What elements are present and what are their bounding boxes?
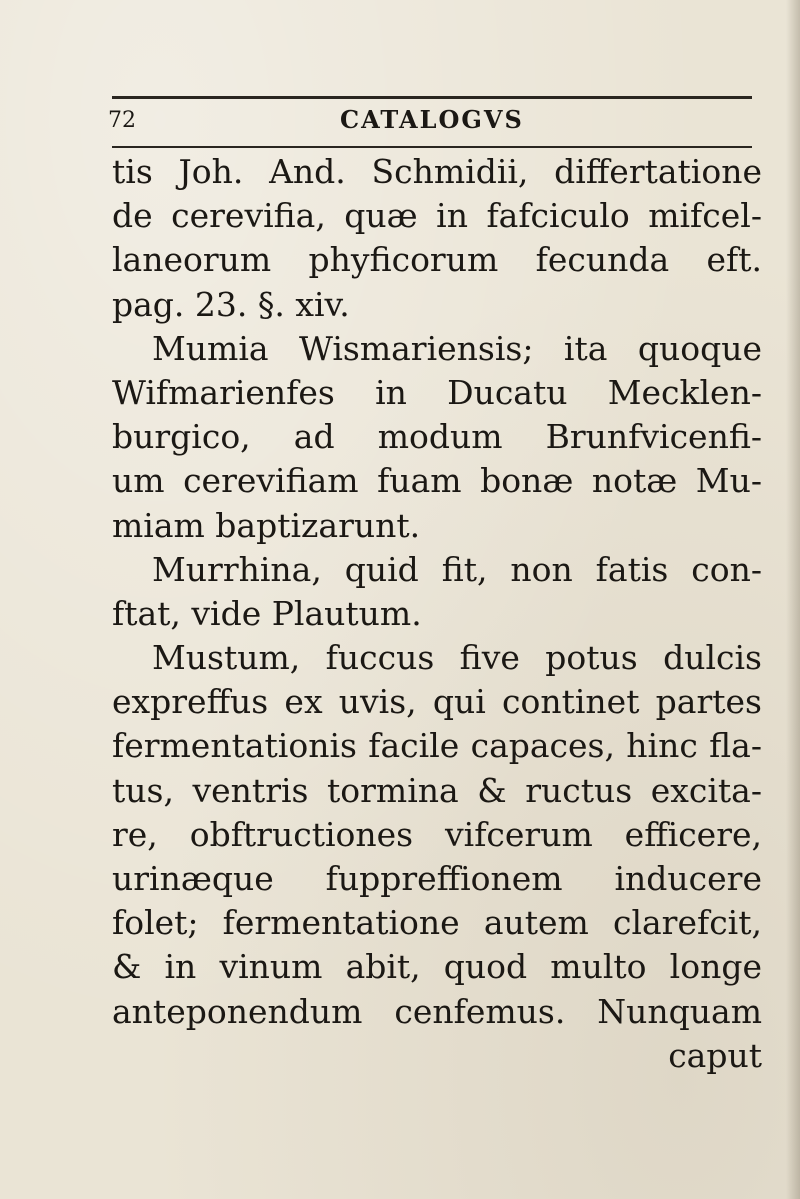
header-rule-top (112, 96, 752, 99)
text-line: expreffus ex uvis, qui continet partes (112, 682, 762, 722)
header-rule-bottom (112, 146, 752, 148)
page-edge-shadow (786, 0, 800, 1199)
text-line: folet; fermentatione autem clarefcit, (112, 903, 762, 943)
running-title: CATALOGVS (340, 105, 524, 134)
page-number: 72 (108, 108, 136, 133)
text-line: miam baptizarunt. (112, 505, 421, 545)
running-head (108, 103, 754, 143)
entry-heading-mumia: Mumia Wismariensis; ita quoque (152, 328, 762, 368)
catchword: caput (668, 1035, 762, 1075)
text-line: laneorum phyficorum fecunda eft. (112, 240, 762, 280)
text-block (112, 150, 762, 1078)
text-line: anteponendum cenfemus. Nunquam (112, 991, 762, 1031)
text-line: burgico, ad modum Brunfvicenfi- (112, 417, 762, 457)
text-line: ftat, vide Plautum. (112, 593, 422, 633)
entry-heading-mustum: Mustum, fuccus five potus dulcis (152, 638, 762, 678)
text-line: re, obftructiones vifcerum efficere, (112, 814, 762, 854)
text-line: & in vinum abit, quod multo longe (112, 947, 762, 987)
entry-heading-murrhina: Murrhina, quid fit, non fatis con- (152, 549, 762, 589)
text-line: um cerevifiam fuam bonæ notæ Mu- (112, 461, 762, 501)
text-line: urinæque fuppreffionem inducere (112, 859, 762, 898)
text-line: de cerevifia, quæ in fafciculo mifcel- (112, 196, 762, 236)
text-line: tus, ventris tormina & ructus excita- (112, 770, 762, 810)
text-line: Wifmarienfes in Ducatu Mecklen- (112, 372, 762, 412)
text-line: pag. 23. §. xiv. (112, 284, 350, 324)
text-line: tis Joh. And. Schmidii, differtatione (112, 152, 762, 191)
text-line: fermentationis facile capaces, hinc fla- (112, 726, 762, 766)
